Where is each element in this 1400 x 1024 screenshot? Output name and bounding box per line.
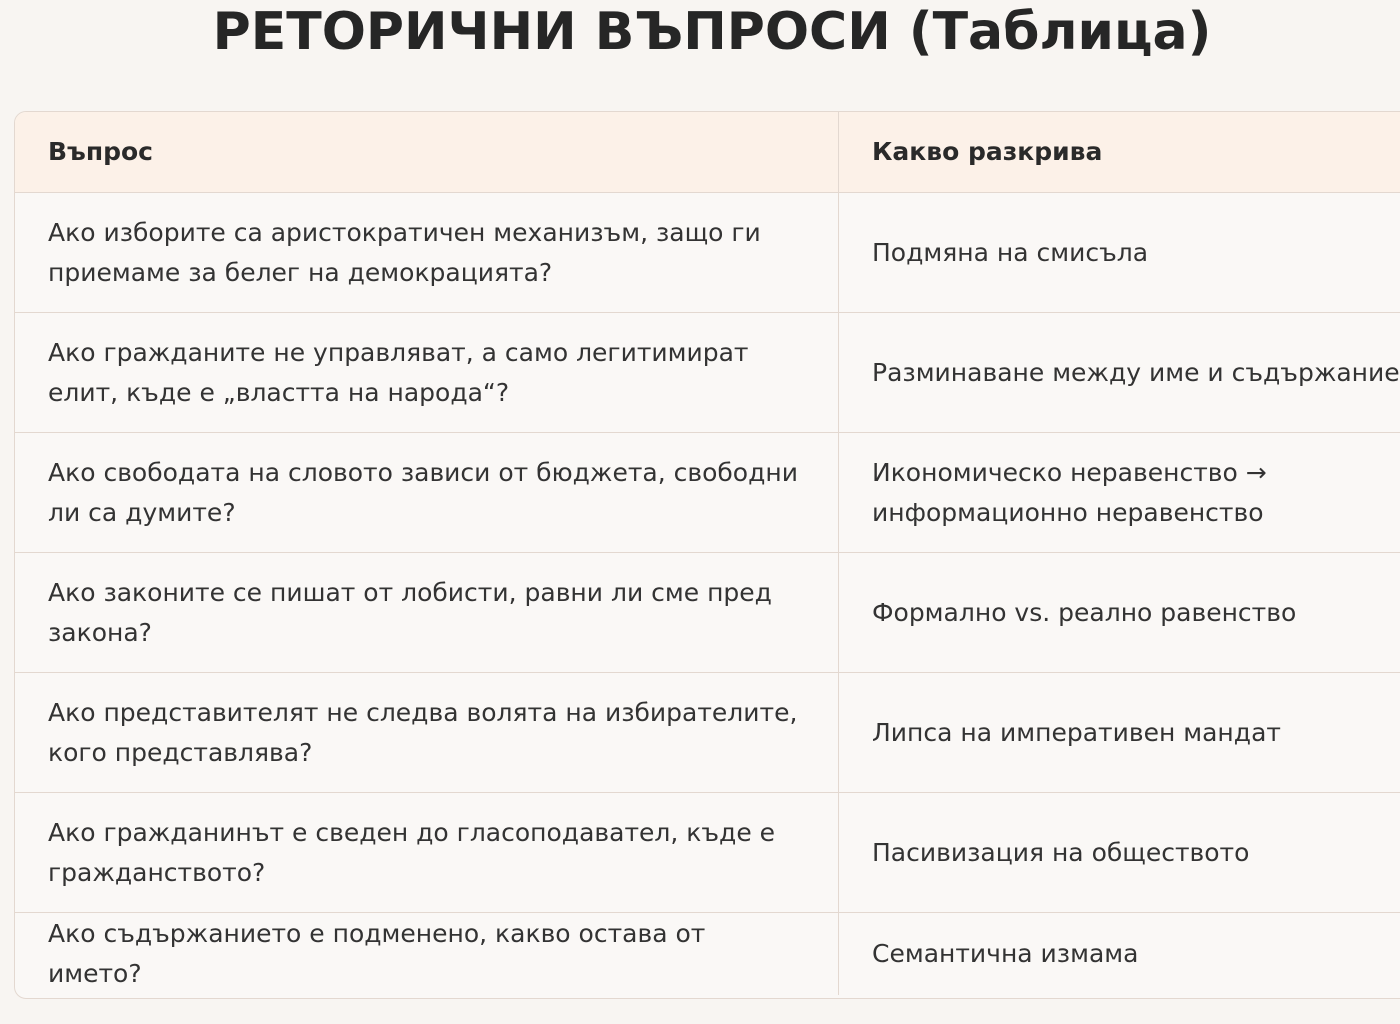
table-row	[15, 313, 1400, 433]
reveals-cell: Разминаване между име и съдържание	[872, 357, 1400, 387]
reveals-cell: Подмяна на смисъла	[872, 237, 1149, 267]
table-row	[15, 673, 1400, 793]
table-row	[15, 913, 1400, 995]
questions-table	[14, 111, 1400, 999]
question-cell: Ако съдържанието е подменено, какво остава от името?	[15, 913, 839, 995]
table-row	[15, 433, 1400, 553]
reveals-cell: Липса на императивен мандат	[872, 717, 1281, 747]
table-row	[15, 553, 1400, 673]
question-cell: Ако гражданите не управляват, а само легитимират елит, къде е „властта на народа“?	[15, 313, 839, 432]
table-row	[15, 793, 1400, 913]
column-header-question: Въпрос	[15, 112, 839, 192]
reveals-cell: Формално vs. реално равенство	[872, 597, 1297, 627]
question-cell: Ако представителят не следва волята на избирателите, кого представлява?	[15, 673, 839, 792]
table-row	[15, 193, 1400, 313]
column-header-reveals: Какво разкрива	[872, 137, 1103, 166]
question-cell: Ако изборите са аристократичен механизъм, защо ги приемаме за белег на демокрацията?	[15, 193, 839, 312]
reveals-cell: Семантична измама	[872, 939, 1139, 968]
question-cell: Ако гражданинът е сведен до гласоподавател, къде е гражданството?	[15, 793, 839, 912]
reveals-cell: Икономическо неравенство → информационно неравенство	[872, 457, 1267, 527]
question-cell: Ако свободата на словото зависи от бюджета, свободни ли са думите?	[15, 433, 839, 552]
question-cell: Ако законите се пишат от лобисти, равни ли сме пред закона?	[15, 553, 839, 672]
table-header-row	[15, 112, 1400, 193]
page-title: РЕТОРИЧНИ ВЪПРОСИ (Таблица)	[212, 2, 1212, 62]
reveals-cell: Пасивизация на обществото	[872, 837, 1250, 867]
